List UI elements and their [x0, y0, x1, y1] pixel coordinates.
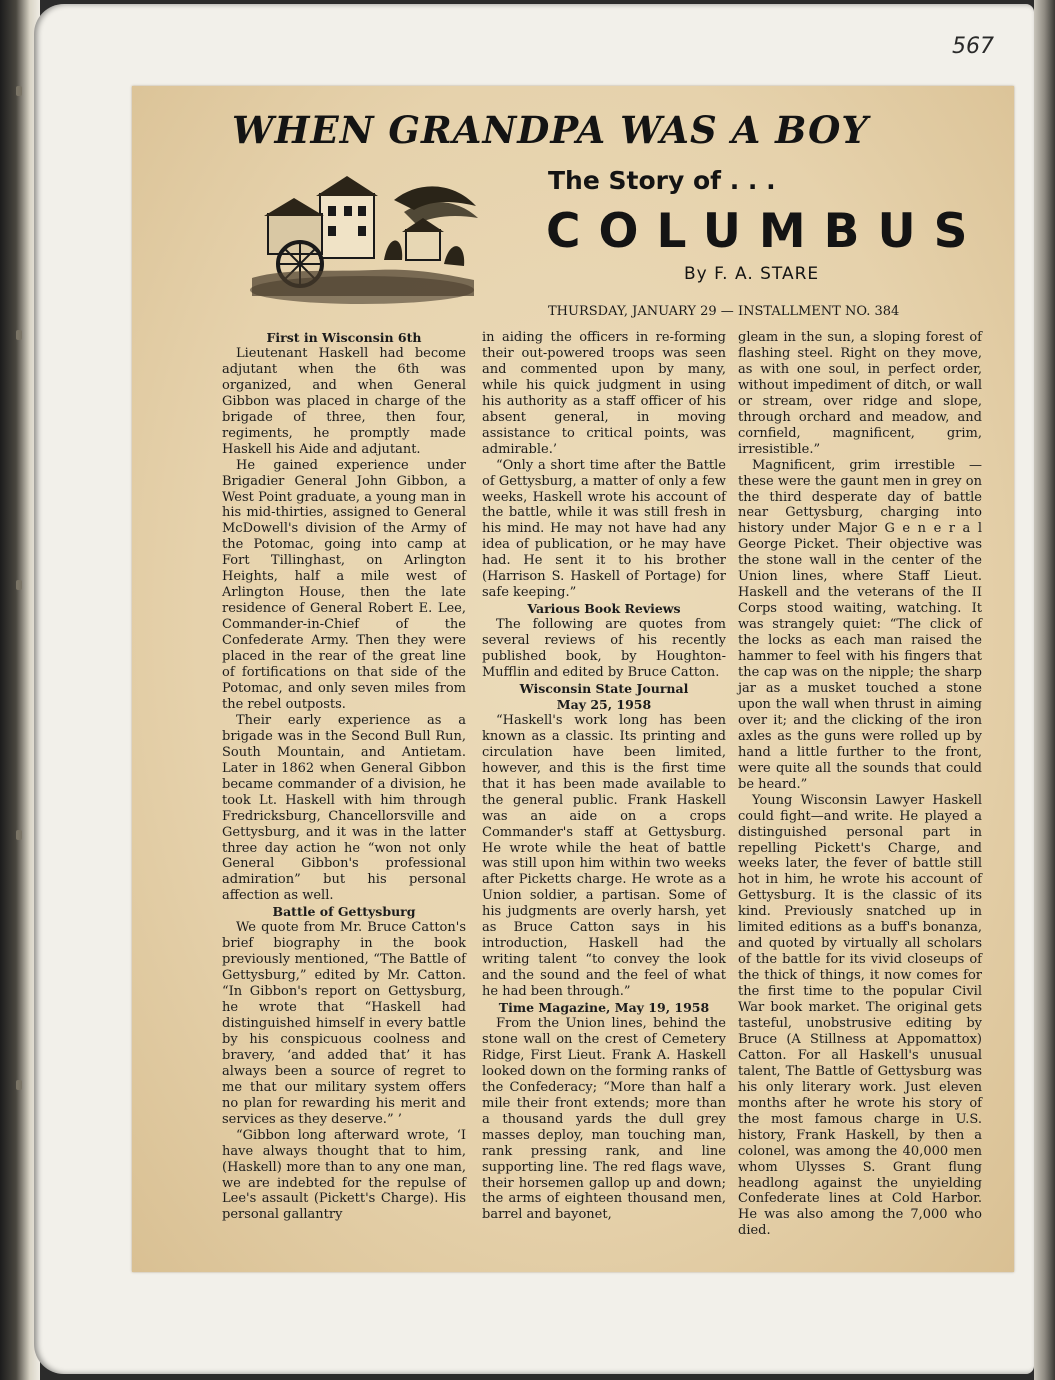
byline: By F. A. STARE [684, 264, 820, 284]
article-column-1 [222, 330, 466, 1223]
paragraph: “Haskell's work long has been known as a classic. Its printing and circulation have been limited, however, and this is the first time that it has been made available to the general public. Frank Haskell was an aide on a crops Commander's staff at Gettysburg. He wrote while the heat of battle was still upon him within two weeks after Picketts charge. He wrote as a Union soldier, a partisan. Some of his judgments are overly harsh, yet as Bruce Catton says in his introduction, Haskell had the writing talent “to convey the look and the sound and the feel of what he had been through.” [482, 712, 726, 1000]
paragraph: Young Wisconsin Lawyer Haskell could fight—and write. He played a distinguished personal part in repelling Pickett's Charge, and weeks later, the fever of battle still hot in him, he wrote his account of Gettysburg. It is the classic of its kind. Previously snatched up in limited editions as a buff's bonanza, and quoted by virtually all scholars of the battle for its vivid closeups of the thick of things, it now comes for the first time to the popular Civil War book market. The original gets tasteful, unobstrusive editing by Bruce (A Stillness at Appomattox) Catton. For all Haskell's unusual talent, The Battle of Gettysburg was his only literary work. Just eleven months after he wrote his story of the most famous charge in U.S. history, Frank Haskell, by then a colonel, was among the 40,000 men whom Ulysses S. Grant flung headlong against the unyielding Confederate lines at Cold Harbor. He was also among the 7,000 who died. [738, 792, 982, 1239]
page-number: 567 [952, 34, 994, 59]
paragraph: “Gibbon long afterward wrote, ‘I have always thought that to him, (Haskell) more than to any one man, we are indebted for the repulse of Lee's assault (Pickett's Charge). His personal gallantry [222, 1127, 466, 1223]
subheading: Time Magazine, May 19, 1958 [498, 1000, 710, 1016]
paragraph: Their early experience as a brigade was in the Second Bull Run, South Mountain, and Antietam. Later in 1862 when General Gibbon became commander of a division, he took Lt. Haskell with him through Fredricksburg, Chancellorsville and Gettysburg, and it was in the latter three day action he “won not only General Gibbon's professional admiration” but his personal affection as well. [222, 712, 466, 904]
paragraph: Lieutenant Haskell had become adjutant when the 6th was organized, and when General Gibbon was placed in charge of the brigade of three, then four, regiments, he promptly made Haskell his Aide and adjutant. [222, 345, 466, 457]
binder-hole [16, 86, 22, 96]
subheading: Wisconsin State Journal [519, 680, 689, 696]
paragraph: “Only a short time after the Battle of Gettysburg, a matter of only a few weeks, Haskell wrote his account of the battle, while it was still fresh in his mind. He may not have had any idea of publication, or he may have had. He sent it to his brother (Harrison S. Haskell of Portage) for safe keeping.” [482, 457, 726, 601]
title-columbus: COLUMBUS [546, 204, 986, 259]
binder-hole [16, 830, 22, 840]
paragraph: He gained experience under Brigadier General John Gibbon, a West Point graduate, a young man in his mid-thirties, assigned to General McDowell's division of the Army of the Potomac, going into camp at Fort Tillinghast, on Arlington Heights, half a mile west of Arlington House, then the late residence of General Robert E. Lee, Commander-in-Chief of the Confederate Army. Then they were placed in the rear of the great line of fortifications on that side of the Potomac, and only seven miles from the rebel outposts. [222, 457, 466, 712]
mill-engraving-illustration [244, 172, 480, 306]
subheading: May 25, 1958 [556, 696, 652, 712]
binder-hole [16, 1080, 22, 1090]
binder-hole [16, 330, 22, 340]
paragraph: We quote from Mr. Bruce Catton's brief biography in the book previously mentioned, “The Battle of Gettysburg,” edited by Mr. Catton. “In Gibbon's report on Gettysburg, he wrote that “Haskell had distinguished himself in every battle by his conspicuous coolness and bravery, ‘and added that’ it has always been a source of regret to me that our military system offers no plan for rewarding his merit and services as they deserve.” ’ [222, 920, 466, 1127]
subheading: First in Wisconsin 6th [266, 330, 422, 345]
paragraph: Magnificent, grim irrestible — these were the gaunt men in grey on the third desperate day of battle near Gettysburg, charging into history under Major G e n e r a l George Picket. Their objective was the stone wall in the center of the Union lines, where Staff Lieut. Haskell and the veterans of the II Corps stood waiting, watching. It was strangely quiet: “The click of the locks as each man raised the hammer to feel with his fingers that the cap was on the nipple; the sharp jar as a musket touched a stone upon the wall when thrust in aiming over it; and the clicking of the iron axles as the guns were rolled up by hand a little further to the front, were quite all the sounds that could be heard.” [738, 457, 982, 792]
binder-hole [16, 580, 22, 590]
article-column-3 [738, 330, 982, 1239]
story-of-heading: The Story of . . . [548, 166, 776, 195]
dateline: THURSDAY, JANUARY 29 — INSTALLMENT NO. 384 [548, 304, 900, 319]
paragraph: in aiding the officers in re-forming their out-powered troops was seen and commented upon by many, while his quick judgment in using his authority as a staff officer of his absent general, in moving assistance to critical points, was admirable.’ [482, 330, 726, 457]
article-column-2 [482, 330, 726, 1223]
headline: WHEN GRANDPA WAS A BOY [232, 108, 869, 152]
subheading: Various Book Reviews [527, 601, 681, 617]
paragraph: gleam in the sun, a sloping forest of flashing steel. Right on they move, as with one soul, in perfect order, without impediment of ditch, or wall or stream, over ridge and slope, through orchard and meadow, and cornfield, magnificent, grim, irresistible.” [738, 330, 982, 457]
subheading: Battle of Gettysburg [272, 904, 416, 920]
paragraph: From the Union lines, behind the stone wall on the crest of Cemetery Ridge, First Lieut. Frank A. Haskell looked down on the forming ranks of the Confederacy; “More than half a mile their front extends; more than a thousand yards the dull grey masses deploy, man touching man, rank pressing rank, and line supporting line. The red flags wave, their horsemen gallop up and down; the arms of eighteen thousand men, barrel and bayonet, [482, 1015, 726, 1223]
newspaper-clipping [132, 86, 1014, 1272]
page-edge [1034, 0, 1055, 1380]
paragraph: The following are quotes from several reviews of his recently published book, by Houghton-Mufflin and edited by Bruce Catton. [482, 617, 726, 681]
